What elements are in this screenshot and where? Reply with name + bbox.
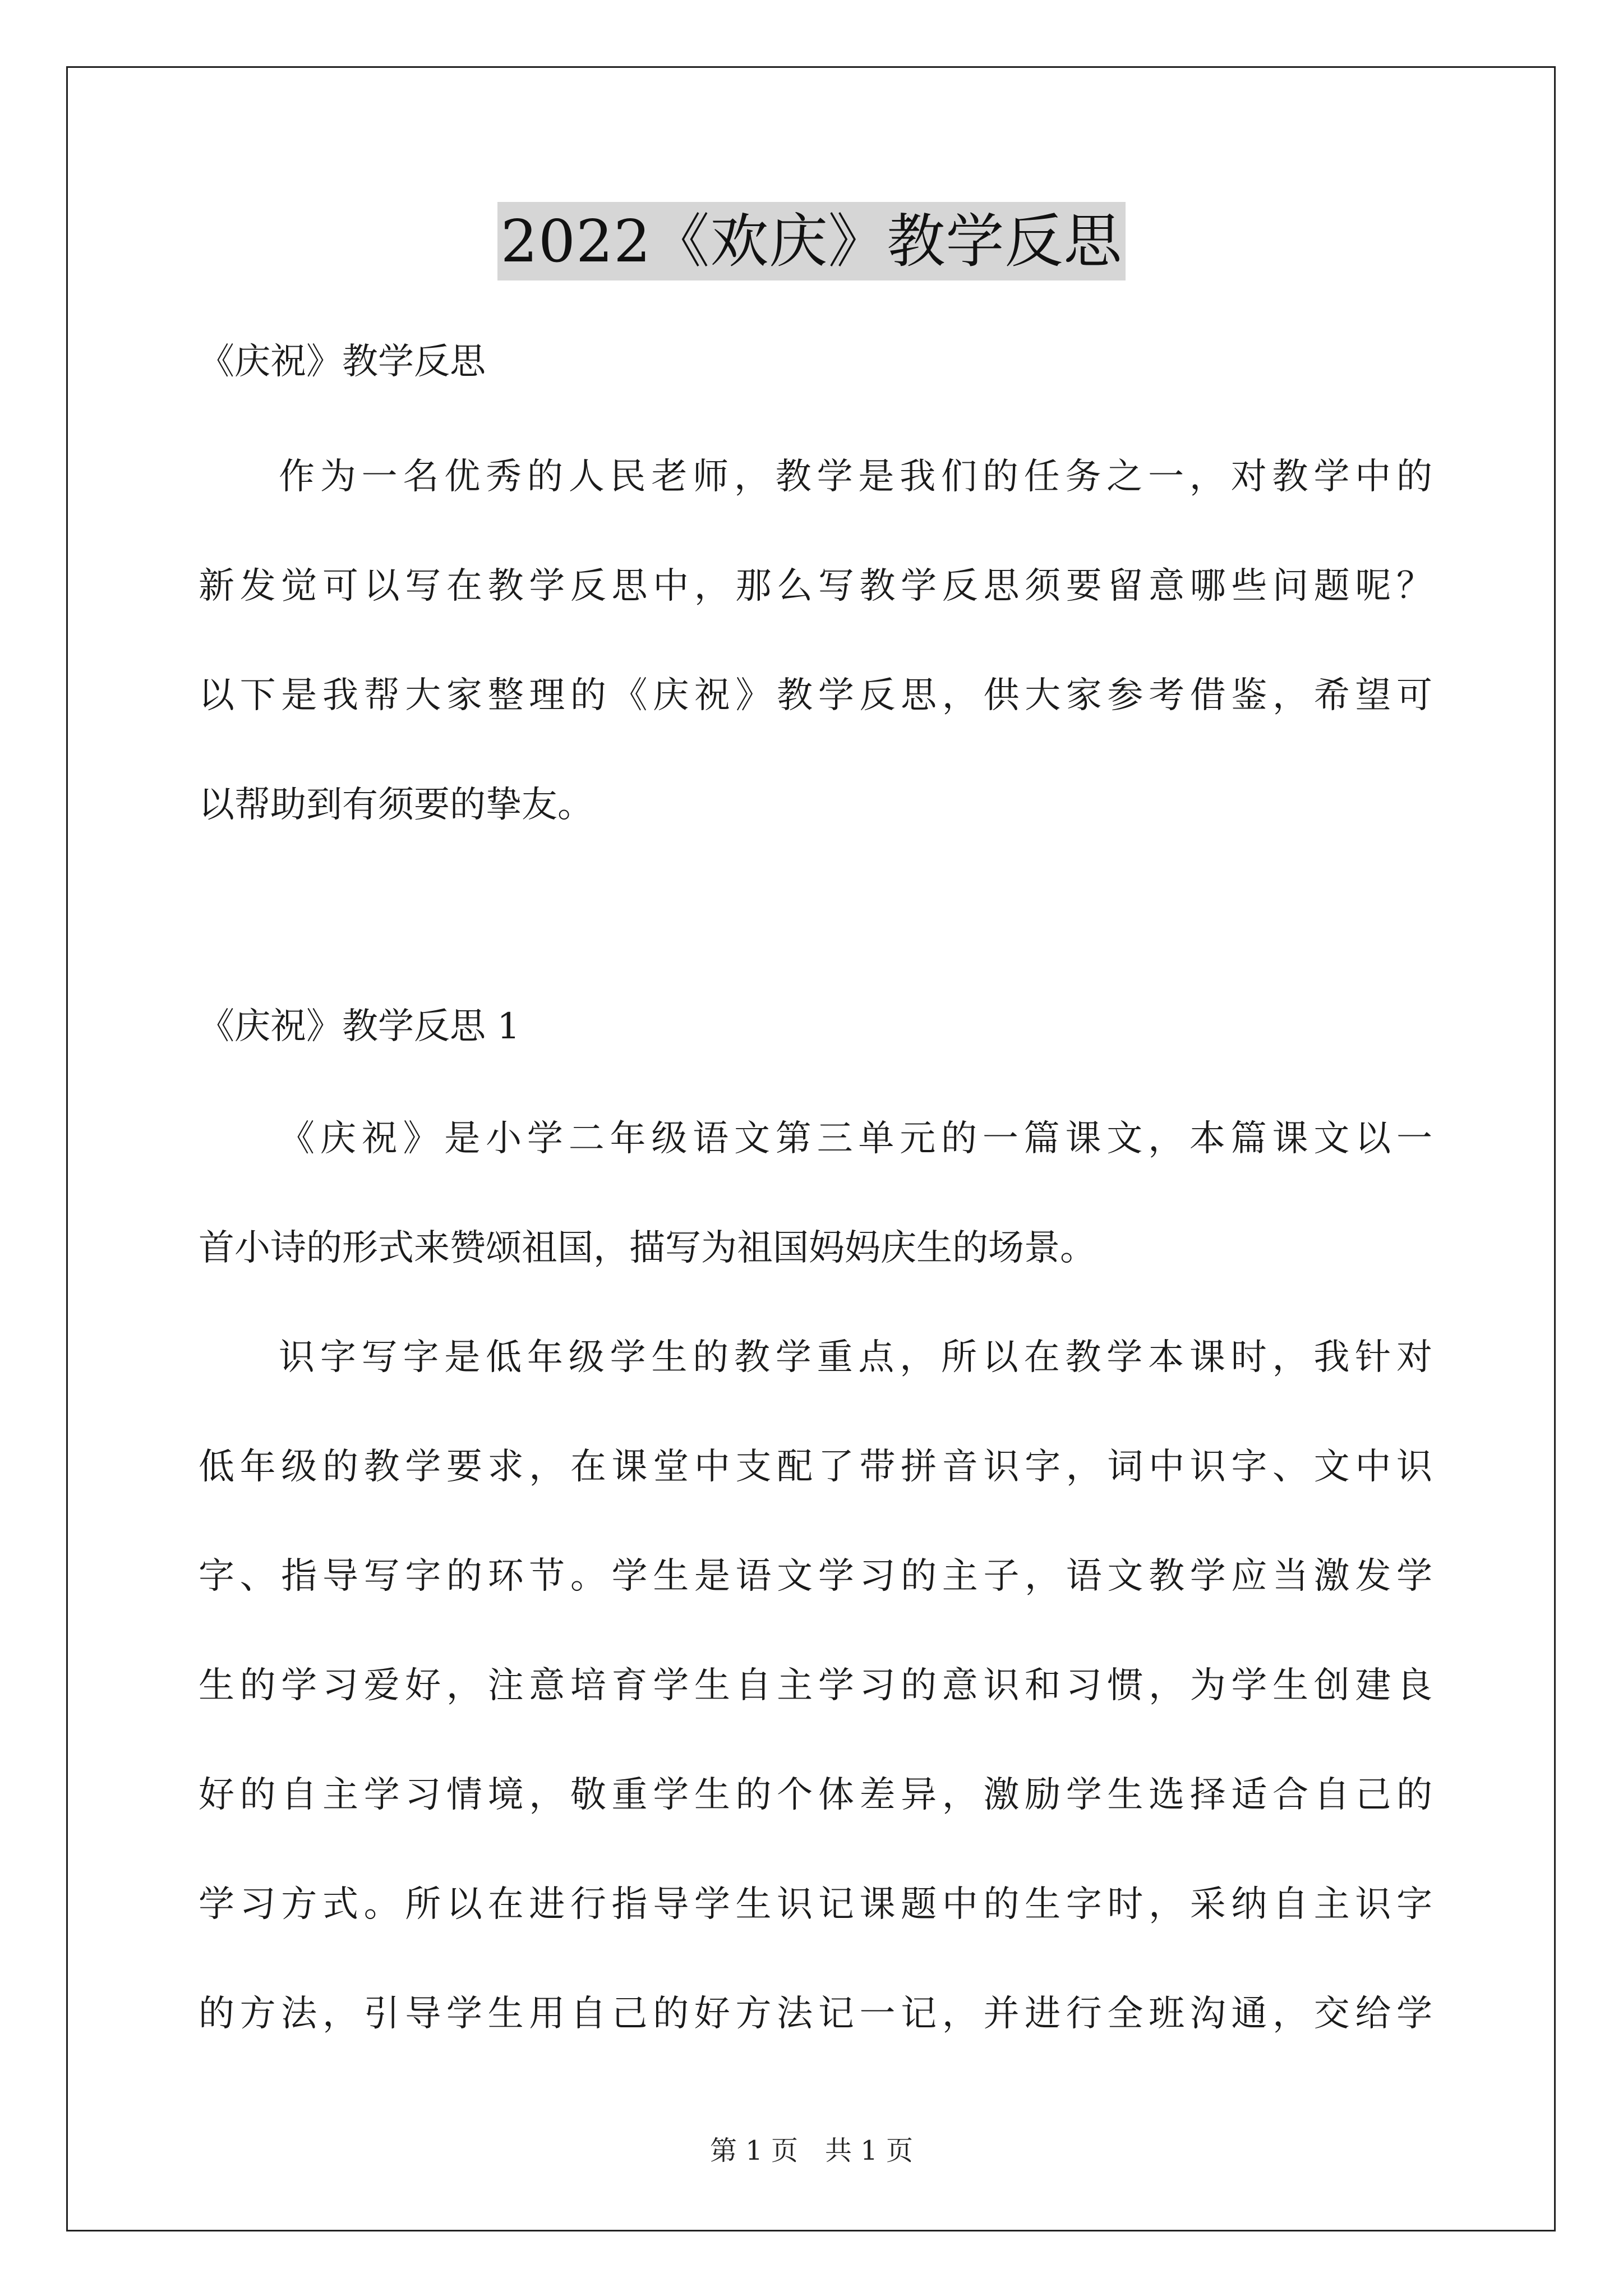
body-line: 字、指导写字的环节。学生是语文学习的主子，语文教学应当激发学: [199, 1556, 1432, 1597]
body-line: 《庆祝》是小学二年级语文第三单元的一篇课文，本篇课文以一: [279, 1118, 1432, 1159]
body-line: 低年级的教学要求，在课堂中支配了带拼音识字，词中识字、文中识: [199, 1446, 1432, 1488]
title-container: [0, 202, 1623, 280]
body-line: 好的自主学习情境，敬重学生的个体差异，激励学生选择适合自己的: [199, 1774, 1432, 1816]
body-line: 作为一名优秀的人民老师，教学是我们的任务之一，对教学中的: [279, 456, 1432, 498]
body-line: 学习方式。所以在进行指导学生识记课题中的生字时，采纳自主识字: [199, 1884, 1432, 1925]
body-line: 以下是我帮大家整理的《庆祝》教学反思，供大家参考借鉴，希望可: [199, 675, 1432, 716]
page-footer: [0, 2129, 1623, 2168]
section-heading: 《庆祝》教学反思: [199, 341, 486, 383]
body-line: 的方法，引导学生用自己的好方法记一记，并进行全班沟通，交给学: [199, 1993, 1432, 2035]
document-title: 2022《欢庆》教学反思: [497, 202, 1126, 280]
body-line: 新发觉可以写在教学反思中，那么写教学反思须要留意哪些问题呢？: [199, 565, 1432, 607]
body-line: 识字写字是低年级学生的教学重点，所以在教学本课时，我针对: [279, 1337, 1432, 1378]
body-line: 生的学习爱好，注意培育学生自主学习的意识和习惯，为学生创建良: [199, 1665, 1432, 1706]
body-line: 首小诗的形式来赞颂祖国，描写为祖国妈妈庆生的场景。: [199, 1227, 1096, 1269]
page-number: 第 1 页 共 1 页: [709, 2135, 914, 2166]
body-line: 以帮助到有须要的挚友。: [199, 784, 593, 826]
section-heading: 《庆祝》教学反思 1: [199, 1006, 520, 1047]
